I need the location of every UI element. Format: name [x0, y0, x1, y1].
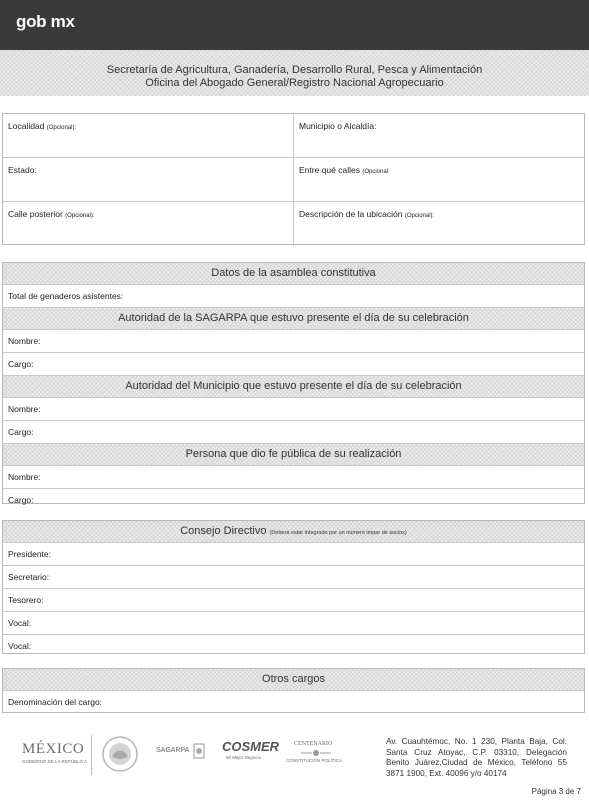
gob-mx-logo: gob mx: [16, 12, 75, 31]
cosmer-logo: COSMER: [222, 739, 280, 754]
centenario-subtitle: CONSTITUCIÓN POLÍTICA: [286, 758, 343, 763]
consejo-section: [2, 520, 585, 654]
optional-tag: (Opcional):: [65, 213, 95, 219]
entre-calles-label: Entre qué calles: [299, 165, 360, 175]
otros-cargos-section: [2, 668, 585, 713]
cosmer-subtitle: Mi Mejor Negocio: [226, 755, 262, 760]
estado-label: Estado:: [8, 165, 37, 175]
department-name: Secretaría de Agricultura, Ganadería, Desarrollo Rural, Pesca y Alimentación: [106, 64, 483, 76]
fe-publica-header: Persona que dio fe pública de su realización: [3, 444, 584, 466]
top-bar: [0, 0, 589, 50]
denominacion-field[interactable]: Denominación del cargo:: [8, 697, 103, 707]
localidad-label: Localidad: [8, 121, 45, 131]
presidente-field[interactable]: Presidente:: [3, 543, 584, 566]
centenario-emblem-icon: [301, 749, 331, 757]
calle-posterior-label: Calle posterior: [8, 209, 63, 219]
municipio-field[interactable]: [294, 114, 584, 158]
municipio-nombre-field[interactable]: Nombre:: [3, 398, 584, 421]
consejo-title: Consejo Directivo: [180, 525, 267, 537]
descripcion-field[interactable]: [294, 202, 584, 246]
location-section: [2, 113, 585, 245]
footer: [0, 727, 589, 785]
page-number: Página 3 de 7: [531, 787, 581, 796]
secretario-field[interactable]: Secretario:: [3, 566, 584, 589]
office-name: Oficina del Abogado General/Registro Nacional Agropecuario: [145, 77, 444, 89]
localidad-field[interactable]: [3, 114, 294, 158]
vocal-field[interactable]: Vocal:: [8, 641, 32, 651]
fe-cargo-field[interactable]: Cargo:: [8, 495, 34, 505]
entre-calles-field[interactable]: [294, 158, 584, 202]
tesorero-field[interactable]: Tesorero:: [3, 589, 584, 612]
asamblea-section: [2, 262, 585, 504]
sagarpa-cargo-field[interactable]: Cargo:: [3, 353, 584, 376]
consejo-header: [3, 521, 584, 543]
divider: [91, 735, 92, 775]
mexico-logo: MÉXICO: [22, 741, 85, 757]
sagarpa-logo: SAGARPA: [156, 747, 190, 754]
municipio-label: Municipio o Alcaldía:: [299, 121, 377, 131]
centenario-logo: CENTENARIO: [294, 741, 333, 747]
descripcion-label: Descripción de la ubicación: [299, 209, 403, 219]
estado-field[interactable]: [3, 158, 294, 202]
optional-tag: (Opcional):: [404, 213, 435, 219]
municipio-header: Autoridad del Municipio que estuvo presente el día de su celebración: [3, 376, 584, 398]
vocal-field[interactable]: Vocal:: [3, 612, 584, 635]
otros-cargos-header: Otros cargos: [3, 669, 584, 691]
mexico-logo-subtitle: GOBIERNO DE LA REPÚBLICA: [22, 759, 88, 764]
fe-nombre-field[interactable]: Nombre:: [3, 466, 584, 489]
asamblea-header: Datos de la asamblea constitutiva: [3, 263, 584, 285]
department-banner: [0, 50, 589, 96]
address-block: Av. Cuauhtémoc, No. 1 230, Planta Baja, Col. Santa Cruz Atoyac, C.P. 03310, Delegación Benito Juárez,Ciudad de México, Teléfono 55 3871 1900, Ext. 40096 y/o 40174: [386, 737, 567, 778]
sagarpa-header: Autoridad de la SAGARPA que estuvo presente el día de su celebración: [3, 308, 584, 330]
total-ganaderos-field[interactable]: Total de genaderos asistentes:: [3, 285, 584, 308]
calle-posterior-field[interactable]: [3, 202, 294, 246]
optional-tag: (Opcional:: [362, 169, 390, 175]
consejo-note: (Deberá estar integrado por un número impar de socios): [269, 530, 407, 536]
sagarpa-nombre-field[interactable]: Nombre:: [3, 330, 584, 353]
optional-tag: (Opcional):: [46, 125, 77, 131]
sagarpa-emblem-icon: [193, 743, 205, 759]
municipio-cargo-field[interactable]: Cargo:: [3, 421, 584, 444]
coat-of-arms-icon: [101, 735, 139, 773]
